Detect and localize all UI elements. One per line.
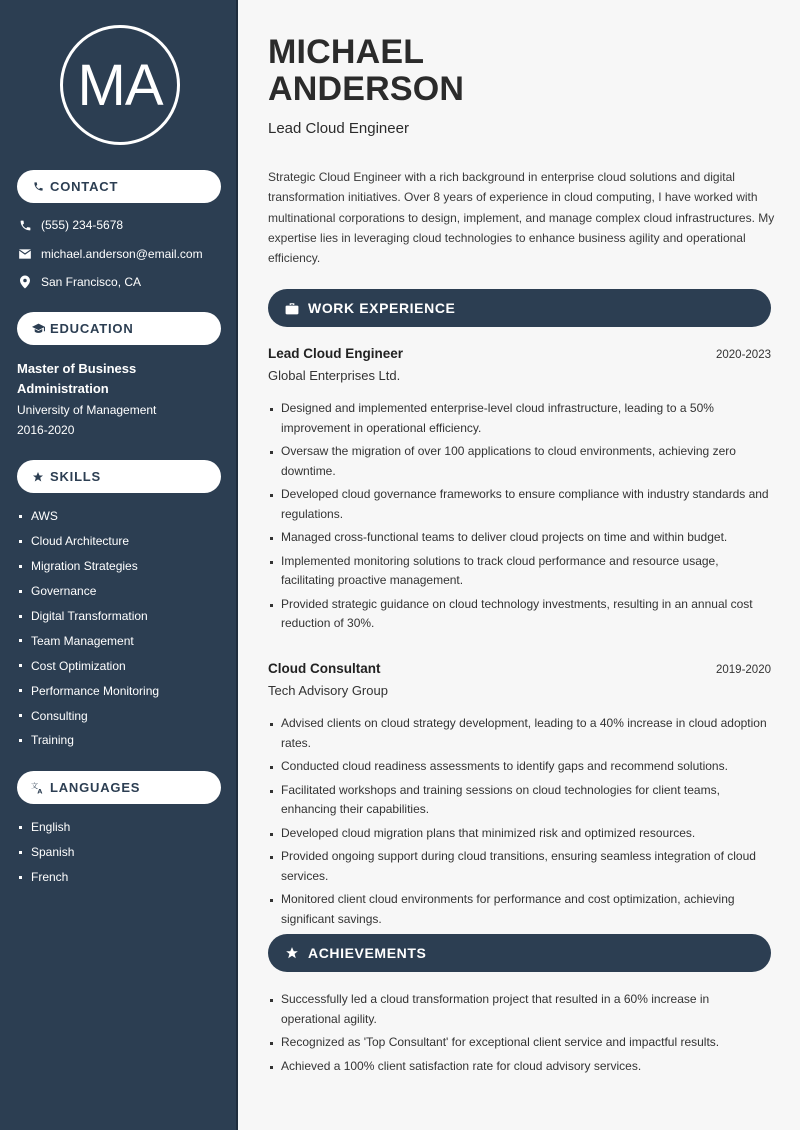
job-bullet: Provided strategic guidance on cloud technology investments, resulting in an annual cost reduction of 30%. <box>268 595 771 634</box>
skill-item: AWS <box>17 504 159 529</box>
translate-icon <box>31 781 45 795</box>
job-title: Cloud Consultant <box>268 661 381 676</box>
achievements-section-header <box>268 934 771 972</box>
education-years: 2016-2020 <box>17 423 75 437</box>
job-bullet: Developed cloud migration plans that minimized risk and optimized resources. <box>268 824 771 844</box>
skill-item: Performance Monitoring <box>17 678 159 703</box>
language-item: Spanish <box>17 840 74 865</box>
star-icon <box>31 470 45 484</box>
language-item: French <box>17 865 74 890</box>
job-bullet: Oversaw the migration of over 100 applications to cloud environments, achieving zero downtime. <box>268 442 771 481</box>
work-experience-heading: WORK EXPERIENCE <box>308 300 456 316</box>
job-entry <box>268 661 771 933</box>
job-company: Global Enterprises Ltd. <box>268 368 401 383</box>
job-bullet: Developed cloud governance frameworks to ensure compliance with industry standards and regulations. <box>268 485 771 524</box>
first-name: MICHAEL <box>268 33 425 71</box>
achievement-item: Achieved a 100% client satisfaction rate for cloud advisory services. <box>268 1057 771 1077</box>
phone-number: (555) 234-5678 <box>41 218 124 232</box>
education-school: University of Management <box>17 403 157 417</box>
job-dates: 2019-2020 <box>716 664 771 676</box>
briefcase-icon <box>284 300 300 316</box>
skill-item: Team Management <box>17 628 159 653</box>
full-name <box>268 34 464 108</box>
location-pin-icon <box>17 274 33 290</box>
monogram-avatar <box>60 25 180 145</box>
phone-icon <box>17 217 33 233</box>
job-bullets <box>268 714 771 929</box>
skills-section-header <box>17 460 221 493</box>
job-dates: 2020-2023 <box>716 349 771 361</box>
graduation-cap-icon <box>31 322 45 336</box>
job-bullets <box>268 399 771 634</box>
job-bullet: Monitored client cloud environments for performance and cost optimization, achieving significant savings. <box>268 890 771 929</box>
main-content <box>238 0 800 1130</box>
education-heading: EDUCATION <box>50 321 134 336</box>
contact-location <box>17 274 141 290</box>
job-bullet: Designed and implemented enterprise-level cloud infrastructure, leading to a 50% improvement in operational efficiency. <box>268 399 771 438</box>
contact-heading: CONTACT <box>50 179 119 194</box>
job-bullet: Implemented monitoring solutions to track cloud performance and resource usage, facilitating proactive management. <box>268 552 771 591</box>
skill-item: Consulting <box>17 703 159 728</box>
star-icon <box>284 945 300 961</box>
education-section-header <box>17 312 221 345</box>
work-experience-section-header <box>268 289 771 327</box>
last-name: ANDERSON <box>268 70 465 108</box>
job-company: Tech Advisory Group <box>268 683 388 698</box>
monogram-initials: MA <box>77 52 163 118</box>
job-title-header: Lead Cloud Engineer <box>268 120 409 137</box>
job-bullet: Facilitated workshops and training sessions on cloud technologies for client teams, enhancing their capabilities. <box>268 781 771 820</box>
achievement-item: Recognized as 'Top Consultant' for exceptional client service and impactful results. <box>268 1033 771 1053</box>
skill-item: Digital Transformation <box>17 604 159 629</box>
email-address: michael.anderson@email.com <box>41 247 203 261</box>
skills-heading: SKILLS <box>50 469 102 484</box>
achievements-heading: ACHIEVEMENTS <box>308 945 427 961</box>
achievements-list <box>268 990 771 1076</box>
contact-section-header <box>17 170 221 203</box>
skill-item: Migration Strategies <box>17 554 159 579</box>
education-degree: Master of Business Administration <box>17 361 137 396</box>
phone-icon <box>31 180 45 194</box>
profile-summary: Strategic Cloud Engineer with a rich background in enterprise cloud solutions and digital transformation initiatives. Over 8 years of experience in cloud computing, I have worked with multinational corporations to design, implement, and manage complex cloud infrastructures. My expertise lies in leveraging cloud technologies to enhance business agility and operational efficiency. <box>268 170 775 266</box>
contact-phone[interactable] <box>17 217 123 233</box>
languages-section-header <box>17 771 221 804</box>
skill-item: Governance <box>17 579 159 604</box>
achievement-item: Successfully led a cloud transformation project that resulted in a 60% increase in operational agility. <box>268 990 771 1029</box>
skill-item: Cloud Architecture <box>17 529 159 554</box>
job-bullet: Advised clients on cloud strategy development, leading to a 40% increase in cloud adoption rates. <box>268 714 771 753</box>
job-title: Lead Cloud Engineer <box>268 346 404 361</box>
skill-item: Cost Optimization <box>17 653 159 678</box>
languages-heading: LANGUAGES <box>50 780 141 795</box>
job-bullet: Provided ongoing support during cloud transitions, ensuring seamless integration of cloud services. <box>268 847 771 886</box>
skill-item: Training <box>17 728 159 753</box>
svg-text:文: 文 <box>31 782 38 791</box>
job-bullet: Conducted cloud readiness assessments to identify gaps and recommend solutions. <box>268 757 771 777</box>
location-text: San Francisco, CA <box>41 275 142 289</box>
contact-email[interactable] <box>17 246 203 262</box>
languages-list <box>17 815 74 890</box>
sidebar <box>0 0 238 1130</box>
language-item: English <box>17 815 74 840</box>
email-icon <box>17 246 33 262</box>
job-entry <box>268 346 771 638</box>
achievements-section <box>268 974 771 1080</box>
skills-list <box>17 504 159 753</box>
job-bullet: Managed cross-functional teams to deliver cloud projects on time and within budget. <box>268 528 771 548</box>
svg-text:A: A <box>37 787 43 794</box>
